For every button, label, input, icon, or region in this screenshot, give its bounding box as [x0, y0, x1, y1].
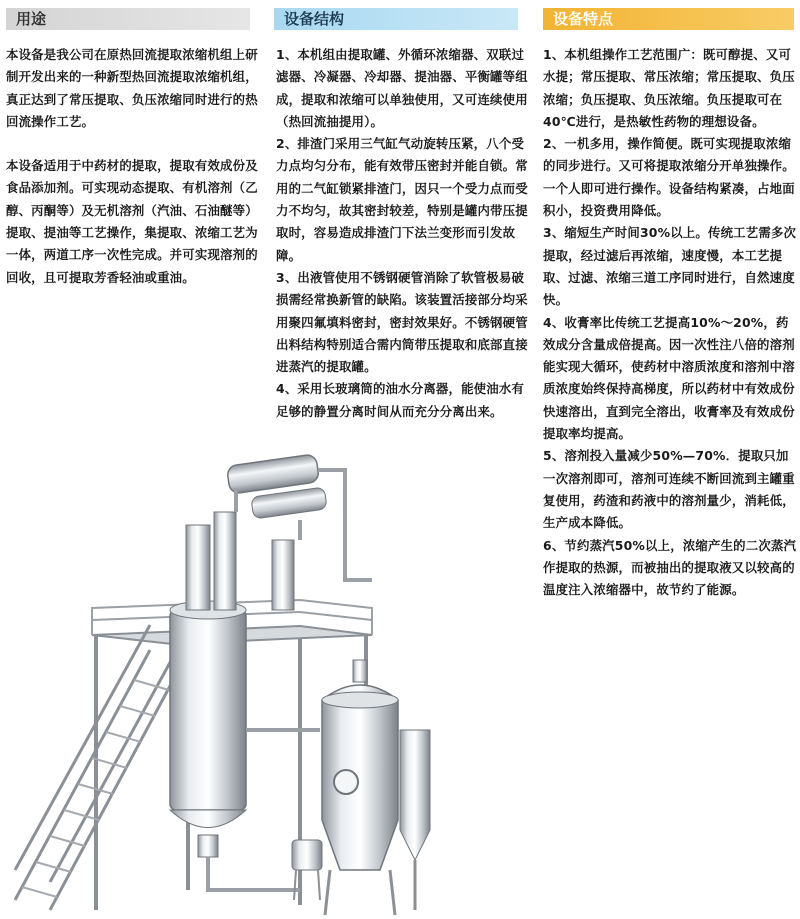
feature-item: 3、缩短生产时间30%以上。传统工艺需多次提取，经过滤后再浓缩，速度慢，本工艺提取、过滤、浓缩三道工序同时进行，自然速度快。 — [543, 225, 797, 308]
usage-paragraph: 本设备是我公司在原热回流提取浓缩机组上研制开发出来的一种新型热回流提取浓缩机组，真正达到了常压提取、负压浓缩同时进行的热回流操作工艺。 — [6, 47, 258, 129]
section-heading-usage: 用途 — [6, 8, 250, 30]
section-heading-features: 设备特点 — [543, 8, 794, 30]
section-heading-structure: 设备结构 — [274, 8, 518, 30]
extraction-unit-illustration — [0, 430, 540, 919]
feature-item: 2、一机多用，操作简便。既可实现提取浓缩的同步进行。又可将提取浓缩分开单独操作。一个人即可进行操作。设备结构紧凑，占地面积小，投资费用降低。 — [543, 136, 795, 219]
usage-paragraph: 本设备适用于中药材的提取，提取有效成份及食品添加剂。可实现动态提取、有机溶剂（乙醇、丙酮等）及无机溶剂（汽油、石油醚等）提取、提油等工艺操作，集提取、浓缩工艺为一体，两道工序一次性完成。并可实现溶剂的回收，且可提取芳香轻油或重油。 — [6, 158, 258, 285]
structure-item: 4、采用长玻璃筒的油水分离器，能使油水有足够的静置分离时间从而充分分离出来。 — [276, 381, 525, 419]
features-column — [543, 44, 797, 601]
structure-item: 1、本机组由提取罐、外循环浓缩器、双联过滤器、冷凝器、冷却器、提油器、平衡罐等组成，提取和浓缩可以单独使用，又可连续使用（热回流抽提用）。 — [276, 47, 528, 129]
feature-item: 4、收膏率比传统工艺提高10%～20%，药效成分含量成倍提高。因一次性注八倍的溶剂能实现大循环，使药材中溶质浓度和溶剂中溶质浓度始终保持高梯度，所以药材中有效成份快速溶出，直到完全溶出，收膏率及有效成份提取率均提高。 — [543, 314, 795, 442]
feature-item: 5、溶剂投入量减少50%—70%．提取只加一次溶剂即可，溶剂可连续不断回流到主罐重复使用，药渣和药液中的溶剂量少，消耗低，生产成本降低。 — [543, 448, 795, 531]
usage-column — [6, 44, 258, 289]
structure-item: 3、出液管使用不锈钢硬管消除了软管极易破损需经常换新管的缺陷。该装置活接部分均采用聚四氟填料密封，密封效果好。不锈钢硬管出料结构特别适合需内筒带压提取和底部直接进蒸汽的提取罐。 — [276, 269, 528, 375]
structure-column — [276, 44, 530, 423]
feature-item: 6、节约蒸汽50%以上，浓缩产生的二次蒸汽作提取的热源，而被抽出的提取液又以较高的温度注入浓缩器中，故节约了能源。 — [543, 537, 797, 598]
structure-item: 2、排渣门采用三气缸气动旋转压紧，八个受力点均匀分布，能有效带压密封并能自锁。常用的二气缸锁紧排渣门，因只一个受力点而受力不均匀，故其密封较差，特别是罐内带压提取时，容易造成排渣门下法兰变形而引发故障。 — [276, 136, 528, 263]
feature-item: 1、本机组操作工艺范围广：既可醇提、又可水提；常压提取、常压浓缩；常压提取、负压浓缩；负压提取、负压浓缩。负压提取可在40℃进行，是热敏性药物的理想设备。 — [543, 47, 795, 129]
